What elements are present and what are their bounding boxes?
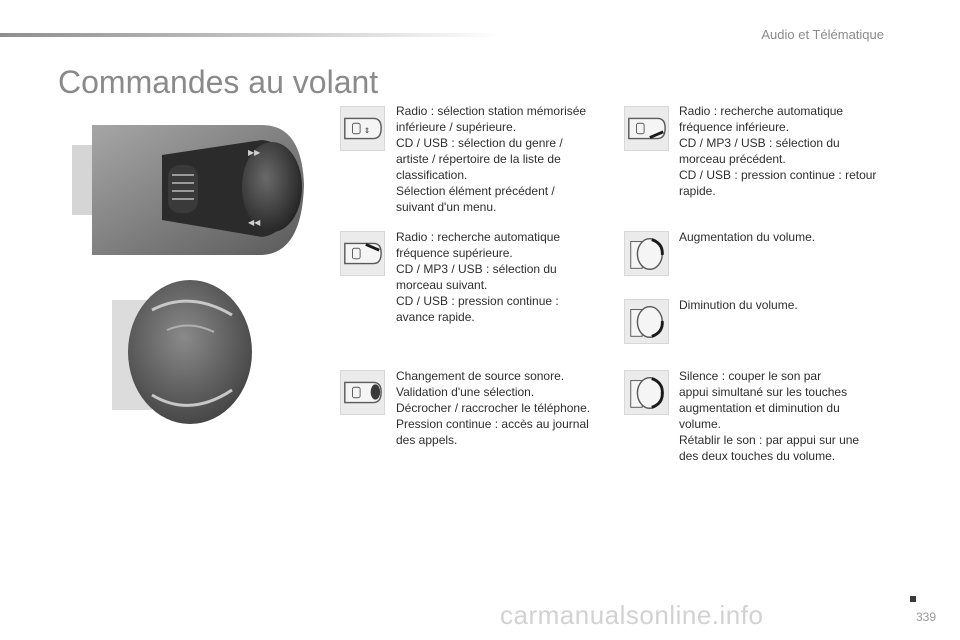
watermark: carmanualsonline.info: [500, 600, 764, 630]
volume-up-button-icon: [624, 231, 669, 276]
section-header: Audio et Télématique: [761, 27, 884, 42]
control-stalk-up-button-icon: [340, 106, 385, 151]
svg-text:▶▶: ▶▶: [248, 148, 261, 157]
control-stalk-photo: [72, 105, 312, 265]
instruction-text: Silence : couper le son par appui simultané sur les touches augmentation et diminution du volume. Rétablir le son : par appui sur une des deux touches du volume.: [679, 369, 860, 463]
svg-text:◀◀: ◀◀: [248, 218, 261, 227]
volume-stalk-photo: [72, 270, 312, 430]
mute-button-icon: [624, 370, 669, 415]
control-stalk-seek-down-icon: [624, 106, 669, 151]
control-stalk-source-button-icon: [340, 370, 385, 415]
header-gradient-bar: [0, 33, 500, 37]
volume-down-button-icon: [624, 299, 669, 344]
instruction-text: Radio : sélection station mémorisée inférieure / supérieure. CD / USB : sélection du genre / artiste / répertoire de la liste de classification. Sélection élément précédent / suivant d'un menu.: [396, 104, 587, 214]
instruction-text: Diminution du volume.: [679, 298, 798, 312]
instruction-text: Augmentation du volume.: [679, 230, 816, 244]
page-number: 339: [915, 610, 936, 624]
instruction-text: Radio : recherche automatique fréquence inférieure. CD / MP3 / USB : sélection du morceau précédent. CD / USB : pression continue : retour rapide.: [679, 104, 877, 198]
page-title: Commandes au volant: [58, 64, 379, 100]
page-marker: [910, 596, 916, 602]
svg-text:⇕: ⇕: [363, 125, 371, 135]
control-stalk-seek-up-icon: [340, 231, 385, 276]
instruction-text: Changement de source sonore. Validation d'une sélection. Décrocher / raccrocher le téléphone. Pression continue : accès au journal des appels.: [396, 369, 591, 447]
instruction-text: Radio : recherche automatique fréquence supérieure. CD / MP3 / USB : sélection du morceau suivant. CD / USB : pression continue : avance rapide.: [396, 230, 561, 324]
